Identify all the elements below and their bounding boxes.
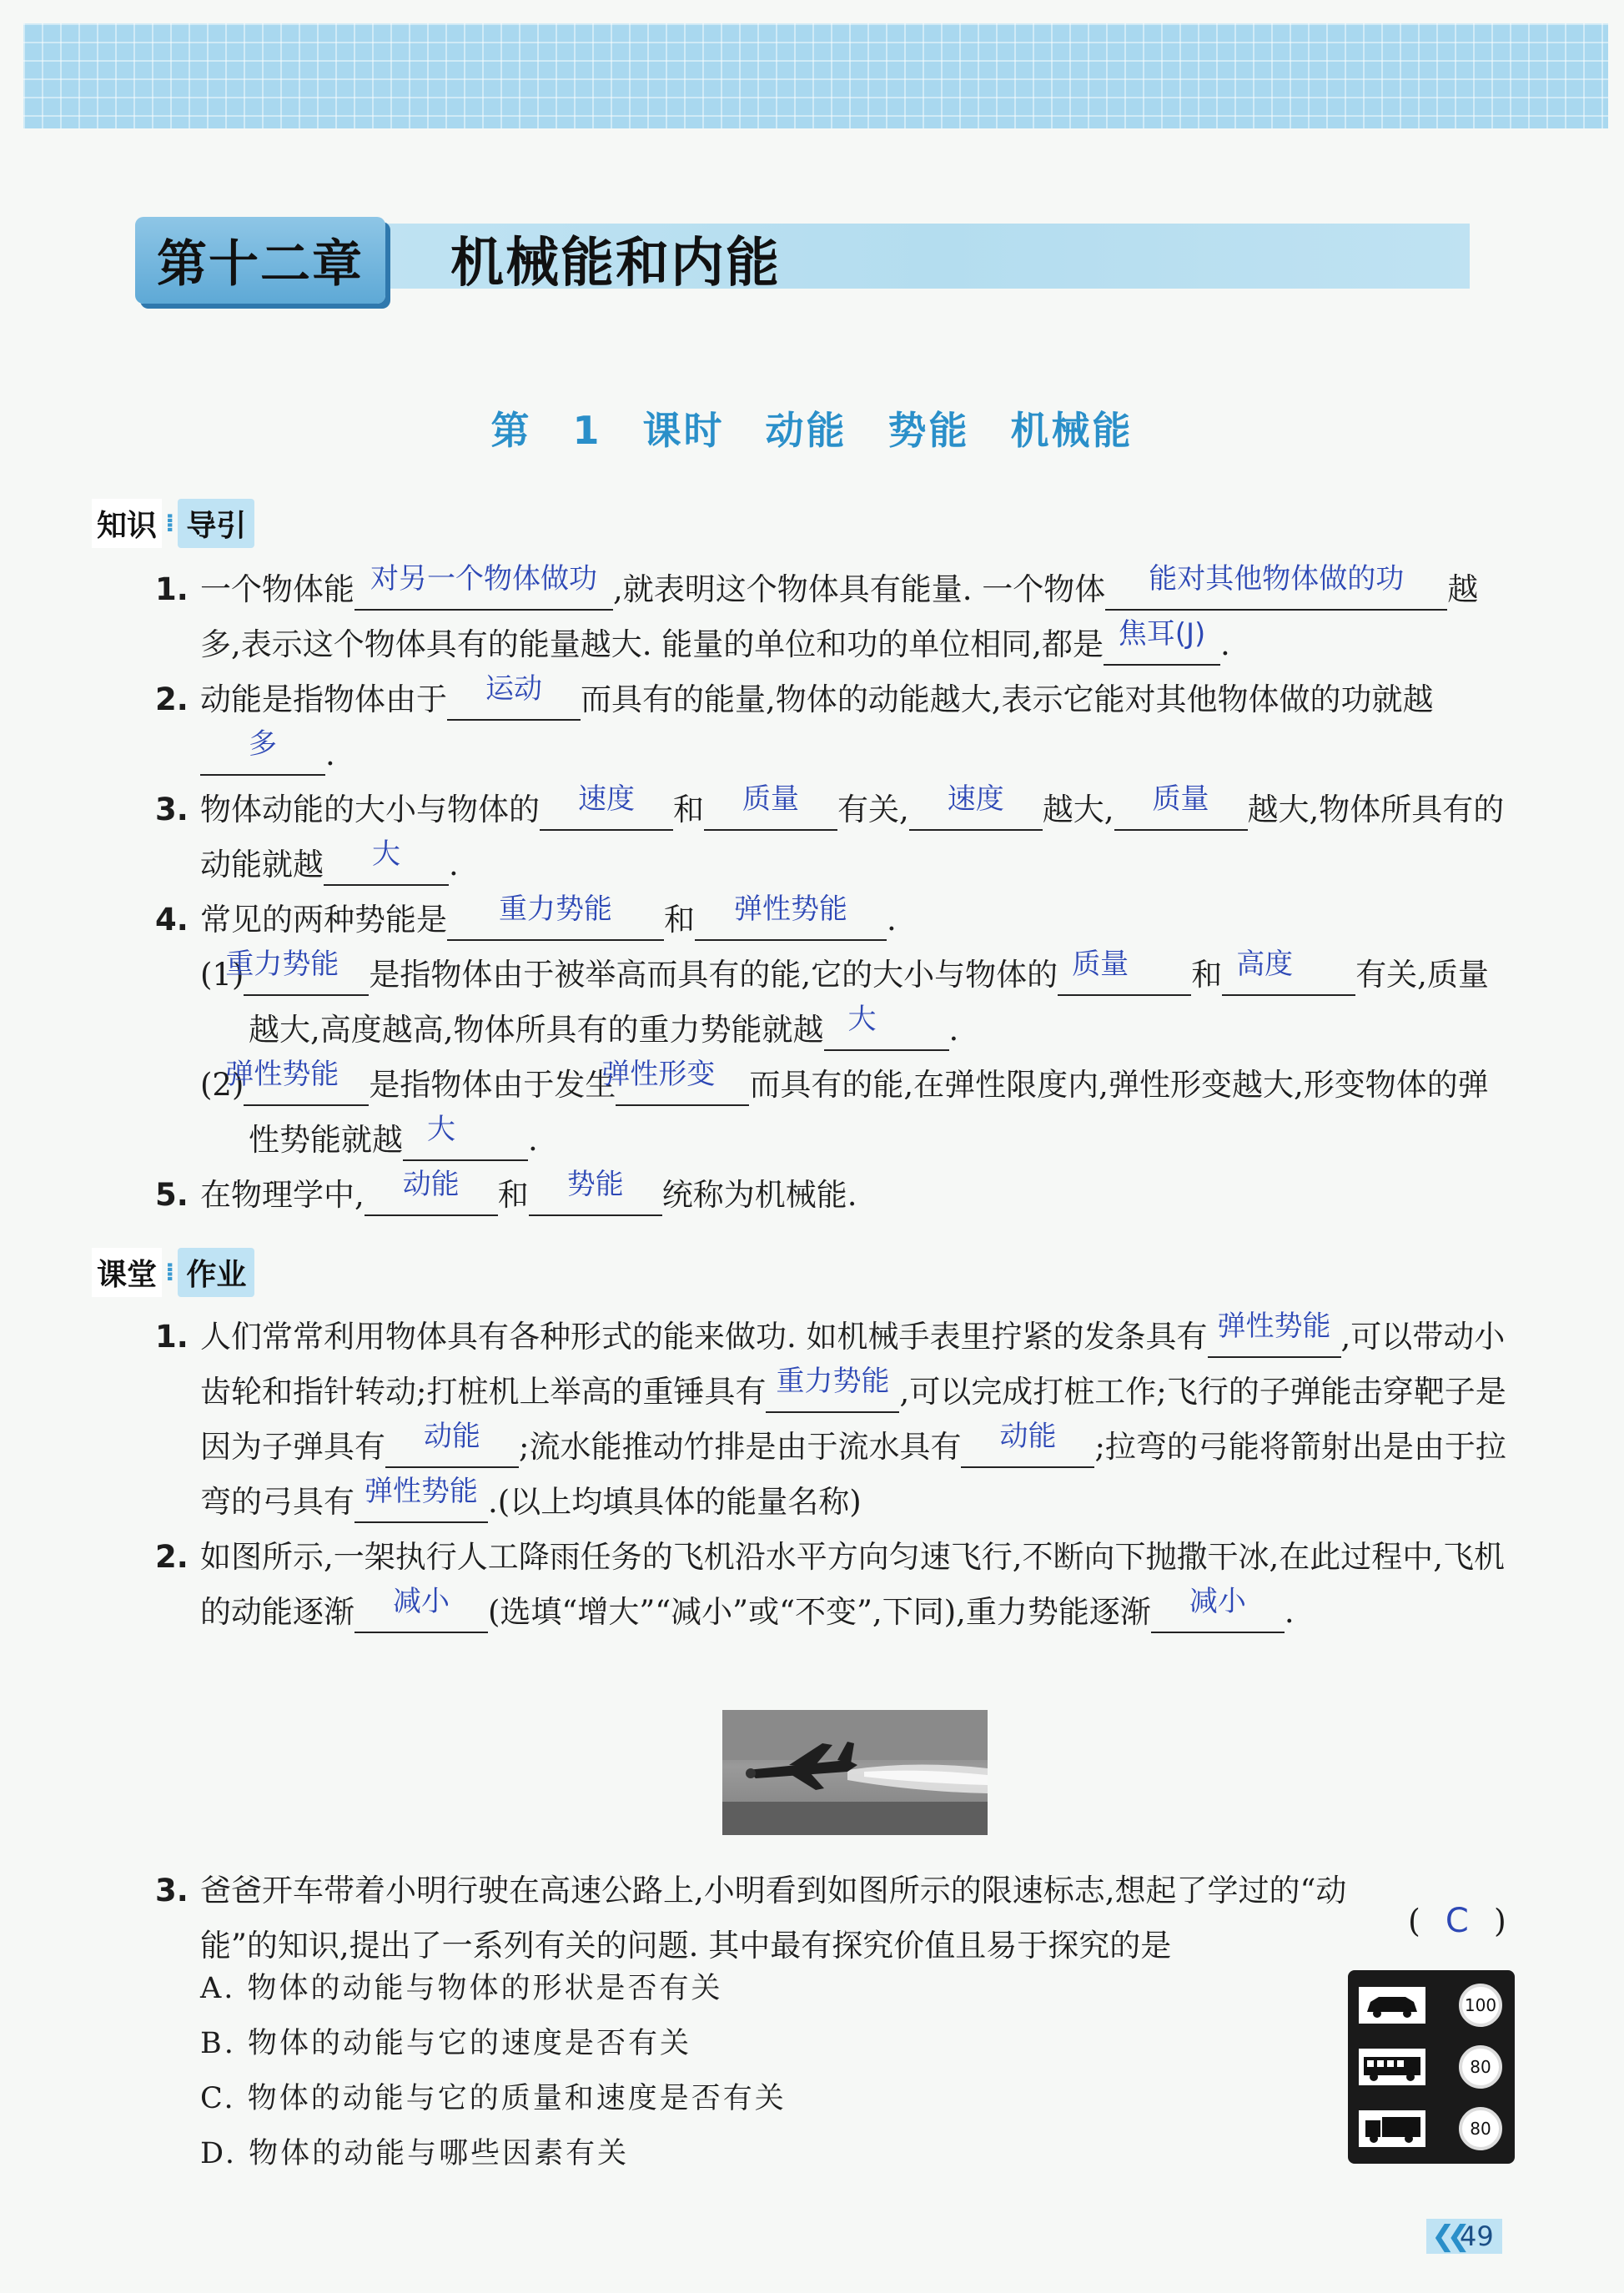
answer-blank (447, 672, 581, 721)
text: . (528, 1122, 538, 1158)
answer: 速度 (947, 782, 1004, 816)
question-number: 4. (155, 902, 189, 938)
knowledge-q3 (157, 782, 1508, 893)
text: 有关, (837, 792, 909, 827)
text: 和 (673, 792, 704, 827)
answer: 弹性形变 (601, 1058, 716, 1091)
answer: 大 (372, 837, 400, 871)
answer: 重力势能 (776, 1365, 890, 1398)
text: 一个物体能 (200, 571, 354, 607)
knowledge-q2 (157, 672, 1508, 782)
answer: 质量 (1072, 948, 1129, 981)
limit-value: 100 (1459, 1984, 1502, 2027)
knowledge-q1 (157, 562, 1508, 672)
answer: 弹性势能 (734, 893, 847, 926)
answer-blank (704, 782, 837, 831)
text: ,可以完成打桩工作;飞行的子弹能击穿靶子是因为子弹具有 (200, 1374, 1506, 1465)
answer: 能对其他物体做的功 (1149, 562, 1405, 596)
airplane-icon (722, 1710, 988, 1835)
answer: 焦耳(J) (1118, 617, 1206, 651)
question-stem: 爸爸开车带着小明行驶在高速公路上,小明看到如图所示的限速标志,想起了学过的“动能”的知识,提出了一系列有关的问题. 其中最有探究价值且易于探究的是 (200, 1873, 1347, 1964)
answer-blank (601, 1058, 749, 1106)
text: 越多,表示这个物体具有的能量越大. 能量的单位和功的单位相同,都是 (200, 571, 1479, 662)
answer-blank (354, 562, 613, 611)
answer: 动能 (424, 1420, 480, 1453)
text: (选填“增大”“减小”或“不变”,下同),重力势能逐渐 (488, 1594, 1151, 1630)
text: 动能是指物体由于 (200, 681, 447, 717)
homework-q3 (157, 1863, 1508, 1974)
text: 而具有的能量,物体的动能越大,表示它能对其他物体做的功就越 (581, 681, 1434, 717)
section-tag-b: 导引 (178, 499, 254, 548)
answer-blank (1222, 948, 1355, 996)
option-b: B. 物体的动能与它的速度是否有关 (200, 2027, 691, 2060)
knowledge-q4-sub2 (157, 1058, 1508, 1168)
text: 统称为机械能. (661, 1177, 857, 1213)
knowledge-q4-sub1 (157, 948, 1508, 1058)
answer-blank (225, 948, 369, 996)
section-tag-knowledge (92, 499, 254, 548)
answer-blank (766, 1365, 899, 1413)
answer-blank (540, 782, 673, 831)
sign-row-bus (1359, 2041, 1502, 2093)
text: ;拉弯的弓能将箭射出是由于拉弯的弓具有 (200, 1429, 1506, 1520)
answer-blank (1058, 948, 1191, 996)
text: 越大,物体所具有的动能就越 (200, 792, 1505, 883)
text: 和 (1191, 957, 1223, 993)
answer-choice (1408, 1902, 1506, 1940)
chapter-label: 第十二章 (135, 217, 385, 304)
bus-icon (1359, 2049, 1425, 2085)
answer: 速度 (578, 782, 635, 816)
lesson-title: 第 1 课时 动能 势能 机械能 (490, 408, 1134, 453)
answer-blank (1151, 1585, 1285, 1633)
answer-blank (403, 1113, 528, 1161)
answer: 大 (427, 1113, 455, 1146)
answer: 弹性势能 (365, 1475, 478, 1508)
text: . (948, 1012, 959, 1048)
answer-blank (1208, 1310, 1341, 1358)
text: 人们常常利用物体具有各种形式的能来做功. 如机械手表里拧紧的发条具有 (200, 1319, 1208, 1355)
text: 有关,质量越大,高度越高,物体所具有的重力势能就越 (249, 957, 1489, 1048)
truck-icon (1359, 2110, 1425, 2147)
text: . (1284, 1594, 1295, 1630)
question-number: 1. (155, 1319, 189, 1355)
header-banner (23, 23, 1608, 128)
answer-blank (385, 1420, 519, 1468)
text: . (887, 902, 897, 938)
text: 而具有的能,在弹性限度内,弹性形变越大,形变物体的弹性势能就越 (249, 1067, 1489, 1158)
answer-blank (909, 782, 1043, 831)
section-tag-a: 知识 (92, 499, 162, 548)
answer-blank (365, 1168, 498, 1216)
limit-value: 80 (1459, 2107, 1502, 2150)
answer: 动能 (999, 1420, 1057, 1453)
section-tag-a: 课堂 (92, 1248, 162, 1297)
answer: 高度 (1236, 948, 1294, 981)
answer-blank (1114, 782, 1248, 831)
answer-blank (447, 893, 664, 941)
car-icon (1359, 1987, 1425, 2024)
answer: 重力势能 (225, 948, 339, 981)
answer: 弹性势能 (1217, 1310, 1331, 1343)
answer: 质量 (742, 782, 799, 816)
answer-blank (354, 1475, 488, 1523)
double-chevron-left-icon: ❮❮ (1431, 2220, 1462, 2253)
homework-q1 (157, 1310, 1508, 1530)
answer: 运动 (485, 672, 542, 706)
text: 是指物体由于发生 (369, 1067, 616, 1103)
text: 是指物体由于被举高而具有的能,它的大小与物体的 (369, 957, 1058, 993)
answer: 重力势能 (499, 893, 612, 926)
answer: 多 (249, 727, 277, 761)
option-c: C. 物体的动能与它的质量和速度是否有关 (200, 2082, 787, 2115)
question-number: 3. (155, 1873, 189, 1908)
homework-q2 (157, 1530, 1508, 1640)
page-number-value: 49 (1460, 2220, 1494, 2252)
answer-blank (225, 1058, 369, 1106)
knowledge-q4 (157, 893, 1508, 948)
answer: C (1445, 1902, 1469, 1940)
sign-row-car (1359, 1979, 1502, 2031)
answer-blank (1105, 562, 1447, 611)
bracket-close: ) (1493, 1903, 1506, 1939)
limit-value: 80 (1459, 2045, 1502, 2089)
bracket-open: ( (1408, 1903, 1420, 1939)
text: 物体动能的大小与物体的 (200, 792, 540, 827)
answer: 质量 (1152, 782, 1209, 816)
answer-blank (824, 1003, 949, 1051)
answer-blank (961, 1420, 1094, 1468)
question-number: 2. (155, 681, 189, 717)
text: . (449, 847, 459, 883)
option-d: D. 物体的动能与哪些因素有关 (200, 2137, 630, 2170)
chapter-title: 机械能和内能 (450, 233, 781, 294)
answer-blank (695, 893, 887, 941)
answer-blank (324, 837, 449, 886)
text: . (1220, 626, 1230, 662)
text: ,就表明这个物体具有能量. 一个物体 (613, 571, 1106, 607)
question-number: 3. (155, 792, 189, 827)
answer-blank (354, 1585, 488, 1633)
text: 常见的两种势能是 (200, 902, 447, 938)
answer: 势能 (566, 1168, 624, 1201)
text: 和 (497, 1177, 529, 1213)
text: ;流水能推动竹排是由于流水具有 (519, 1429, 962, 1465)
text: 如图所示,一架执行人工降雨任务的飞机沿水平方向匀速飞行,不断向下抛撒干冰,在此过程中,飞机的动能逐渐 (200, 1539, 1506, 1630)
answer: 大 (847, 1003, 877, 1036)
sub-label: (2) (200, 1067, 244, 1103)
option-a: A. 物体的动能与物体的形状是否有关 (200, 1972, 723, 2005)
zigzag-icon: ⁞ (165, 1258, 175, 1287)
knowledge-q5 (157, 1168, 1508, 1223)
section-tag-b: 作业 (178, 1248, 254, 1297)
answer-blank (529, 1168, 662, 1216)
speed-limit-sign (1348, 1970, 1515, 2164)
page-number (1426, 2219, 1502, 2254)
question-number: 5. (155, 1177, 189, 1213)
text: 和 (664, 902, 695, 938)
text: 越大, (1042, 792, 1114, 827)
answer: 减小 (393, 1585, 450, 1618)
answer: 动能 (402, 1168, 460, 1201)
answer-blank (200, 727, 325, 776)
question-number: 2. (155, 1539, 189, 1575)
sign-row-truck (1359, 2103, 1502, 2155)
zigzag-icon: ⁞ (165, 509, 175, 538)
answer: 减小 (1189, 1585, 1246, 1618)
text: . (325, 737, 335, 772)
answer-blank (1104, 617, 1220, 666)
text: ,可以带动小齿轮和指针转动;打桩机上举高的重锤具有 (200, 1319, 1506, 1410)
text: .(以上均填具体的能量名称) (488, 1484, 862, 1520)
answer: 对另一个物体做功 (370, 562, 597, 596)
text: 在物理学中, (200, 1177, 365, 1213)
answer: 弹性势能 (225, 1058, 339, 1091)
sub-label: (1) (200, 957, 244, 993)
question-number: 1. (155, 571, 189, 607)
section-tag-homework (92, 1248, 254, 1297)
airplane-photo (722, 1710, 988, 1835)
